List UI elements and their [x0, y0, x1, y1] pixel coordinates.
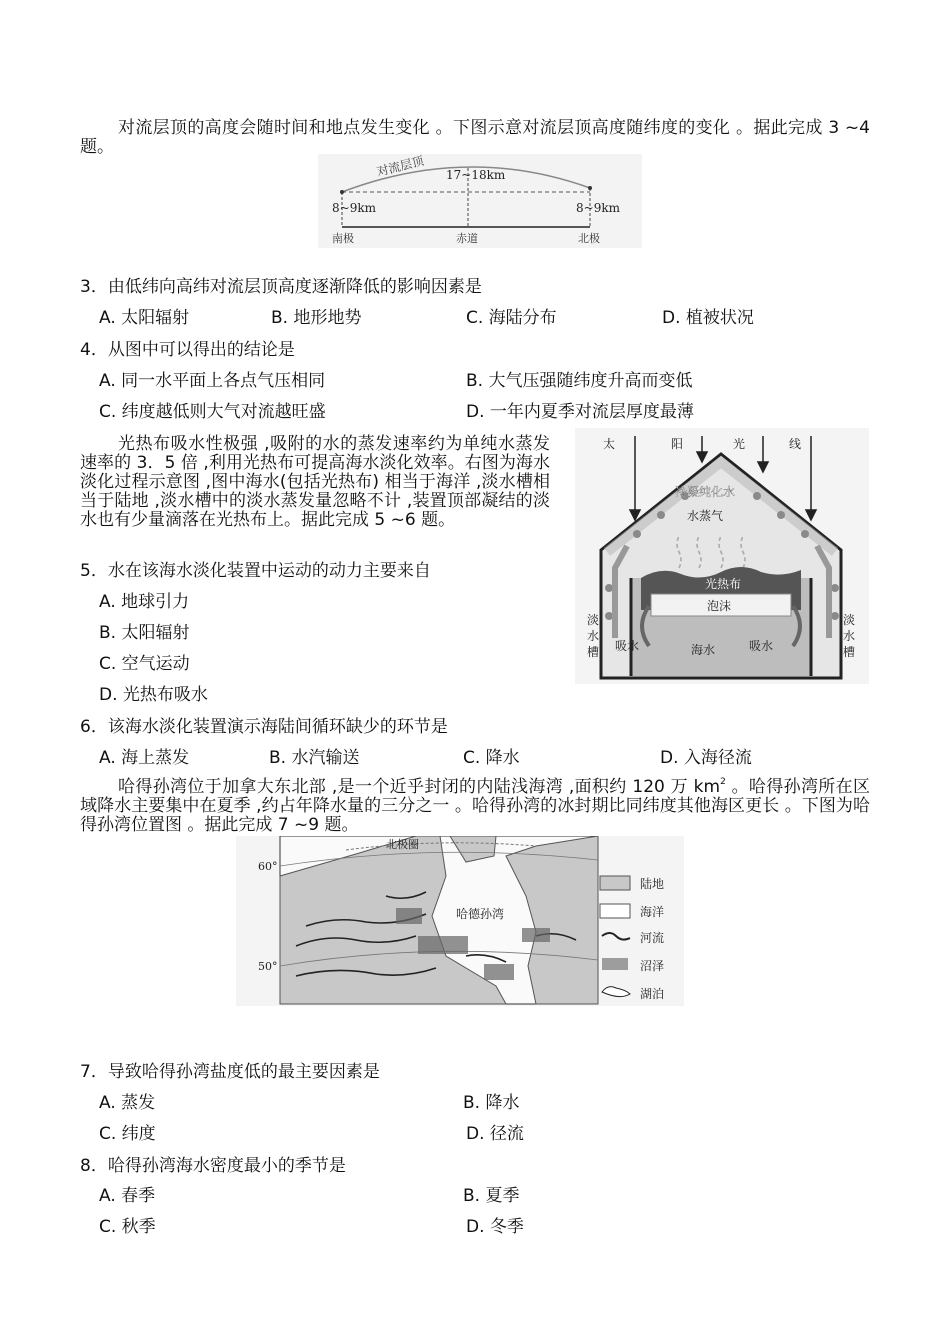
q3-option-b[interactable]: B. 地形地势 [271, 308, 362, 328]
q5-option-a[interactable]: A. 地球引力 [99, 592, 190, 612]
svg-text:沼泽: 沼泽 [640, 959, 665, 973]
intro-paragraph-2: 光热布吸水性极强 ,吸附的水的蒸发速率约为单纯水蒸发速率的 3．5 倍 ,利用光热布可提高海水淡化效率。右图为海水淡化过程示意图 ,图中海水(包括光热布) 相当于海洋 ,淡水槽相当于陆地 ,淡水槽中的淡水蒸发量忽略不计 ,装置顶部凝结的淡水也有少量滴落在光热布上。据此完成 5 ~6 题。 [80, 434, 550, 530]
hudson-bay-label: 哈德孙湾 [456, 907, 505, 921]
svg-text:光: 光 [733, 437, 746, 451]
q6-stem: 6．该海水淡化装置演示海陆间循环缺少的环节是 [80, 717, 448, 737]
svg-text:陆地: 陆地 [640, 877, 665, 891]
svg-text:水: 水 [843, 629, 856, 643]
svg-text:淡: 淡 [843, 613, 856, 627]
q4-option-b[interactable]: B. 大气压强随纬度升高而变低 [466, 371, 693, 391]
svg-text:槽: 槽 [843, 645, 856, 659]
q7-stem: 7．导致哈得孙湾盐度低的最主要因素是 [80, 1062, 380, 1082]
lat-50-label: 50° [258, 960, 278, 973]
north-height-label: 8~9km [576, 201, 620, 215]
south-height-label: 8~9km [332, 201, 376, 215]
q6-option-c[interactable]: C. 降水 [463, 748, 520, 768]
q8-option-c[interactable]: C. 秋季 [99, 1217, 156, 1237]
q4-option-a[interactable]: A. 同一水平面上各点气压相同 [99, 371, 326, 391]
q3-option-c[interactable]: C. 海陆分布 [466, 308, 557, 328]
q8-option-d[interactable]: D. 冬季 [466, 1217, 524, 1237]
q8-stem: 8．哈得孙湾海水密度最小的季节是 [80, 1156, 346, 1176]
svg-text:湖泊: 湖泊 [640, 987, 665, 1001]
cloth-label: 光热布 [705, 577, 742, 591]
equator-height-label: 17~18km [446, 168, 506, 182]
q8-option-b[interactable]: B. 夏季 [463, 1186, 520, 1206]
q5-option-d[interactable]: D. 光热布吸水 [99, 685, 208, 705]
q5-stem: 5．水在该海水淡化装置中运动的动力主要来自 [80, 561, 431, 581]
svg-text:水: 水 [587, 629, 600, 643]
svg-text:海洋: 海洋 [640, 905, 665, 919]
q6-option-d[interactable]: D. 入海径流 [660, 748, 752, 768]
svg-text:槽: 槽 [587, 645, 600, 659]
q7-option-c[interactable]: C. 纬度 [99, 1124, 156, 1144]
q4-option-c[interactable]: C. 纬度越低则大气对流越旺盛 [99, 402, 326, 422]
q6-option-b[interactable]: B. 水汽输送 [269, 748, 360, 768]
q6-option-a[interactable]: A. 海上蒸发 [99, 748, 190, 768]
q5-option-b[interactable]: B. 太阳辐射 [99, 623, 190, 643]
q4-stem: 4．从图中可以得出的结论是 [80, 340, 295, 360]
foam-label: 泡沫 [707, 599, 732, 613]
hudson-bay-map [236, 836, 684, 1006]
absorb-right-label: 吸水 [749, 639, 774, 653]
q3-option-d[interactable]: D. 植被状况 [662, 308, 754, 328]
absorb-left-label: 吸水 [615, 639, 640, 653]
q7-option-d[interactable]: D. 径流 [466, 1124, 524, 1144]
troposphere-figure [318, 154, 642, 248]
intro-paragraph-1: 对流层顶的高度会随时间和地点发生变化 。下图示意对流层顶高度随纬度的变化 。据此完成 3 ~4 题。 [80, 118, 870, 157]
lat-60-label: 60° [258, 860, 278, 873]
svg-text:太: 太 [603, 437, 616, 451]
q7-option-a[interactable]: A. 蒸发 [99, 1093, 156, 1113]
svg-text:河流: 河流 [640, 931, 665, 945]
svg-text:淡: 淡 [587, 613, 600, 627]
equator-label: 赤道 [456, 232, 478, 245]
seawater-label: 海水 [691, 643, 716, 657]
north-pole-label: 北极 [578, 232, 600, 245]
q7-option-b[interactable]: B. 降水 [463, 1093, 520, 1113]
intro-paragraph-3: 哈得孙湾位于加拿大东北部 ,是一个近乎封闭的内陆浅海湾 ,面积约 120 万 $km^2$ 。哈得孙湾所在区域降水主要集中在夏季 ,约占年降水量的三分之一 。哈得孙湾的冰封期比同纬度其他海区更长 。下图为哈得孙湾位置图 。据此完成 7 ~9 题。 [80, 777, 870, 835]
q3-option-a[interactable]: A. 太阳辐射 [99, 308, 190, 328]
south-pole-label: 南极 [332, 232, 354, 245]
condensed-water-label: 冷凝纯化水 [675, 485, 736, 499]
q5-option-c[interactable]: C. 空气运动 [99, 654, 190, 674]
svg-text:阳: 阳 [671, 437, 684, 451]
svg-text:线: 线 [789, 437, 802, 451]
q4-option-d[interactable]: D. 一年内夏季对流层厚度最薄 [466, 402, 694, 422]
arctic-circle-label: 北极圈 [386, 838, 419, 851]
vapor-label: 水蒸气 [687, 509, 724, 523]
q8-option-a[interactable]: A. 春季 [99, 1186, 156, 1206]
tropopause-label: 对流层顶 [375, 154, 426, 179]
desalination-figure [575, 428, 869, 684]
q3-stem: 3．由低纬向高纬对流层顶高度逐渐降低的影响因素是 [80, 277, 482, 297]
